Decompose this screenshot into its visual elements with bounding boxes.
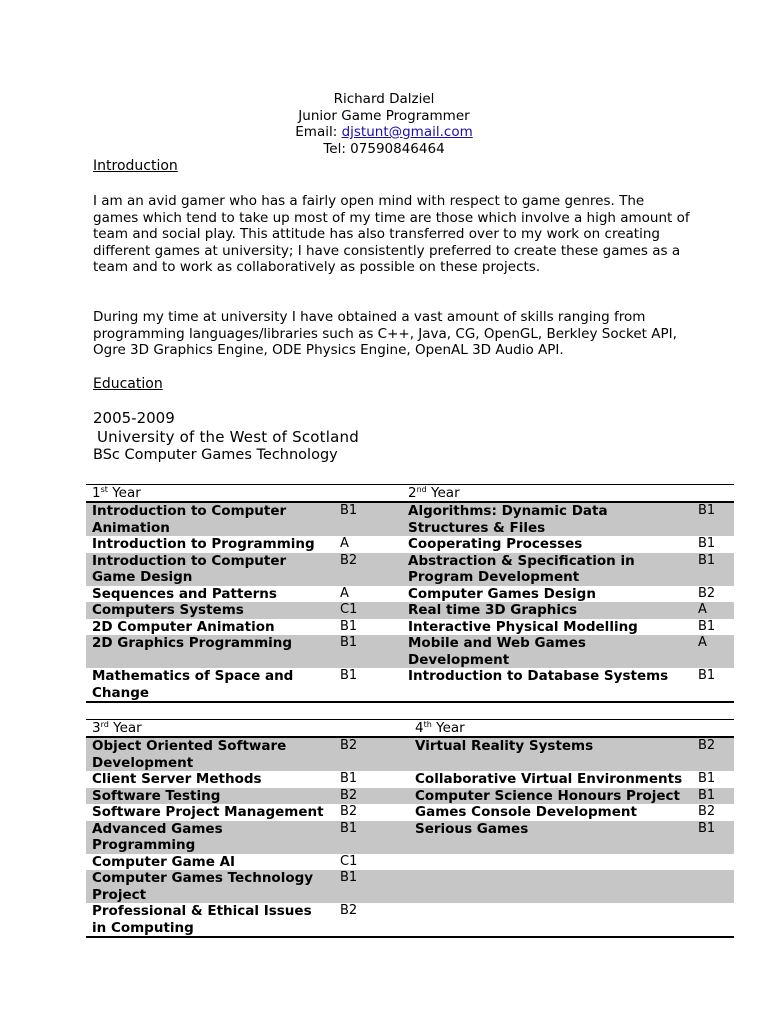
module-grade: B1 <box>334 502 402 536</box>
introduction-paragraph-1: I am an avid gamer who has a fairly open mind with respect to game genres. The games which tend to take up most of my time are those which involve a high amount of team and social play. This attitude has also transferred over to my work on creating different games at university; I have consistently preferred to create these games as a team and to work as collaboratively as possible on these projects. <box>93 193 690 275</box>
introduction-heading: Introduction <box>93 158 178 174</box>
module-grade: B1 <box>692 553 734 586</box>
module-name: Real time 3D Graphics <box>402 602 692 619</box>
module-grade: B1 <box>692 502 734 536</box>
module-name: Computer Game AI <box>92 853 236 870</box>
table-row <box>86 737 734 771</box>
module-grade: B2 <box>340 804 358 819</box>
module-name: Computers Systems <box>86 602 334 619</box>
table-row <box>86 619 734 636</box>
module-grade: B2 <box>698 585 716 601</box>
university-name: University of the West of Scotland <box>97 428 359 446</box>
module-name: Serious Games <box>409 821 692 854</box>
module-grade: B2 <box>334 903 409 937</box>
module-grade: B1 <box>698 618 716 634</box>
table-row <box>86 788 734 805</box>
module-name: Abstraction & Specification in Program Development <box>402 553 692 586</box>
job-title: Junior Game Programmer <box>298 107 470 124</box>
module-grade: B1 <box>340 618 358 634</box>
education-years: 2005-2009 <box>93 409 175 427</box>
module-name: Advanced Games Programming <box>86 821 334 854</box>
module-name: 2D Graphics Programming <box>86 635 334 668</box>
table-row <box>86 602 734 619</box>
table-row <box>86 870 734 903</box>
module-grade <box>692 870 734 903</box>
module-grade: B1 <box>698 536 716 551</box>
module-name: Mathematics of Space and Change <box>86 668 334 702</box>
module-grade: A <box>692 602 734 619</box>
table-row <box>86 668 734 702</box>
candidate-name: Richard Dalziel <box>333 91 435 107</box>
modules-table-years-1-2 <box>86 484 734 703</box>
module-name: Sequences and Patterns <box>92 585 277 602</box>
module-name <box>409 854 692 871</box>
table-row <box>86 903 734 937</box>
email-line <box>0 124 768 141</box>
introduction-paragraph-2: During my time at university I have obtained a vast amount of skills ranging from programming languages/libraries such as C++, Java, CG, OpenGL, Berkley Socket API, Ogre 3D Graphics Engine, ODE Physics Engine, OpenAL 3D Audio API. <box>93 309 677 358</box>
table-row <box>86 854 734 871</box>
table-header-row <box>86 485 734 503</box>
module-grade: B1 <box>334 668 402 702</box>
module-name: Computer Games Design <box>408 585 596 602</box>
table-row <box>86 804 734 821</box>
module-name: Professional & Ethical Issues in Computing <box>86 903 334 937</box>
module-grade: B1 <box>334 635 402 668</box>
module-grade: B2 <box>692 737 734 771</box>
module-grade: A <box>692 635 734 668</box>
module-grade <box>692 903 734 937</box>
module-grade: B2 <box>334 553 402 586</box>
module-grade: B1 <box>334 821 409 854</box>
year-3-heading: 3rd Year <box>86 720 409 738</box>
module-grade <box>692 854 734 871</box>
module-name <box>409 903 692 937</box>
module-grade: B1 <box>692 821 734 854</box>
module-grade: A <box>340 536 349 551</box>
degree-name: BSc Computer Games Technology <box>93 447 338 463</box>
module-grade: B2 <box>698 804 716 819</box>
module-name: Computer Games Technology Project <box>86 870 334 903</box>
email-link[interactable]: djstunt@gmail.com <box>341 124 473 140</box>
module-name: Software Project Management <box>92 804 324 820</box>
module-name: Cooperating Processes <box>408 536 583 552</box>
module-name: Object Oriented Software Development <box>86 737 334 771</box>
table-row <box>86 586 734 603</box>
email-label: Email: <box>295 124 342 140</box>
module-grade: B1 <box>334 870 409 903</box>
table-row <box>86 502 734 536</box>
modules-table-years-3-4 <box>86 719 734 938</box>
module-grade: B1 <box>692 668 734 702</box>
module-name: Client Server Methods <box>92 771 262 787</box>
module-name: Software Testing <box>86 788 334 805</box>
module-name: Introduction to Computer Animation <box>86 502 334 536</box>
module-name: 2D Computer Animation <box>92 618 275 635</box>
module-name: Introduction to Programming <box>92 536 315 552</box>
module-grade: B2 <box>334 788 409 805</box>
module-grade: B2 <box>334 737 409 771</box>
module-name: Collaborative Virtual Environments <box>415 771 683 787</box>
module-grade: C1 <box>334 602 402 619</box>
table-header-row <box>86 720 734 738</box>
table-row <box>86 536 734 553</box>
module-name: Interactive Physical Modelling <box>408 618 638 635</box>
module-grade: B1 <box>698 771 716 786</box>
module-grade: A <box>340 585 349 601</box>
module-name: Introduction to Database Systems <box>402 668 692 702</box>
table-row <box>86 821 734 854</box>
cv-header <box>0 91 768 157</box>
year-2-heading: 2nd Year <box>402 485 734 503</box>
module-name: Games Console Development <box>415 804 637 820</box>
module-grade: B1 <box>692 788 734 805</box>
module-grade: B1 <box>340 771 358 786</box>
table-row <box>86 635 734 668</box>
education-heading: Education <box>93 376 163 392</box>
module-name <box>409 870 692 903</box>
table-row <box>86 553 734 586</box>
module-name: Virtual Reality Systems <box>409 737 692 771</box>
module-name: Introduction to Computer Game Design <box>86 553 334 586</box>
year-4-heading: 4th Year <box>409 720 734 738</box>
table-row <box>86 771 734 788</box>
telephone-line: Tel: 07590846464 <box>323 140 445 157</box>
module-grade: C1 <box>340 853 358 869</box>
module-name: Computer Science Honours Project <box>409 788 692 805</box>
year-1-heading: 1st Year <box>86 485 402 503</box>
module-name: Mobile and Web Games Development <box>402 635 692 668</box>
module-name: Algorithms: Dynamic Data Structures & Files <box>402 502 692 536</box>
